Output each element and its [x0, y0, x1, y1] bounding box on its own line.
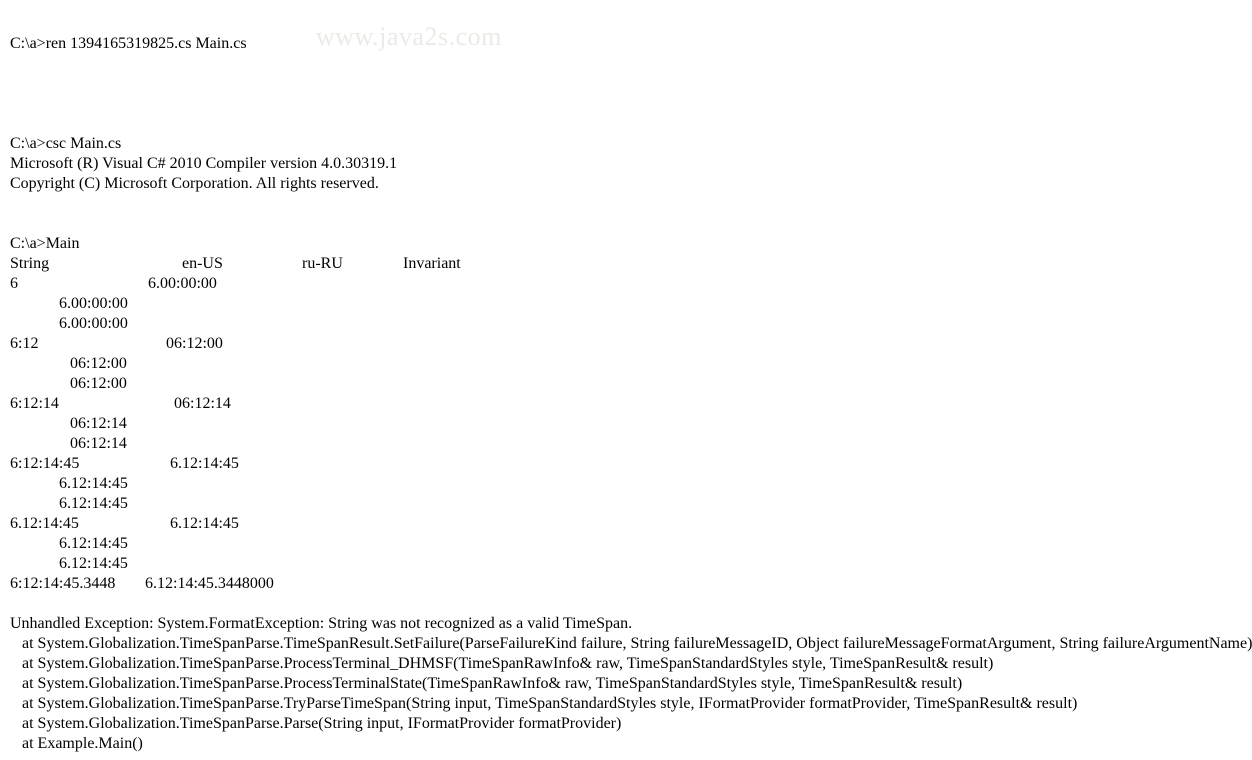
- row-invariant-value: 6.12:14:45: [59, 495, 128, 512]
- row-en-us-value: 6.12:14:45: [170, 515, 239, 532]
- header-en-us: en-US: [182, 255, 223, 272]
- exception-message: Unhandled Exception: System.FormatException: String was not recognized as a valid TimeSpan.: [10, 615, 633, 632]
- row-ru-ru-value: 6.00:00:00: [59, 295, 128, 312]
- row-ru-ru-value: 6.12:14:45: [59, 535, 128, 552]
- header-invariant: Invariant: [403, 255, 461, 272]
- stack-trace-line: at System.Globalization.TimeSpanParse.Parse(String input, IFormatProvider formatProvider): [10, 715, 622, 732]
- cmd-compile-line: C:\a>csc Main.cs: [10, 135, 122, 152]
- cmd-rename-line: C:\a>ren 1394165319825.cs Main.cs: [10, 35, 247, 52]
- row-invariant-value: 6.12:14:45: [59, 555, 128, 572]
- row-en-us-value: 06:12:14: [174, 395, 231, 412]
- header-ru-ru: ru-RU: [302, 255, 343, 272]
- stack-trace-line: at System.Globalization.TimeSpanParse.TryParseTimeSpan(String input, TimeSpanStandardStyles style, IFormatProvider formatProvider, TimeSpanResult& result): [10, 695, 1078, 712]
- stack-trace-line: at System.Globalization.TimeSpanParse.TimeSpanResult.SetFailure(ParseFailureKind failure, String failureMessageID, Object failureMessageFormatArgument, String failureArgumentName): [10, 635, 1252, 652]
- stack-trace-line: at Example.Main(): [10, 735, 143, 752]
- row-input: 6:12:14:45: [10, 455, 80, 472]
- row-ru-ru-value: 06:12:14: [70, 415, 127, 432]
- row-input: 6:12:14:45.3448: [10, 575, 116, 592]
- row-en-us-value: 6.12:14:45.3448000: [145, 575, 274, 592]
- stack-trace-line: at System.Globalization.TimeSpanParse.ProcessTerminalState(TimeSpanRawInfo& raw, TimeSpanStandardStyles style, TimeSpanResult& result): [10, 675, 963, 692]
- row-input: 6.12:14:45: [10, 515, 79, 532]
- header-string: String: [10, 255, 50, 272]
- cmd-run-line: C:\a>Main: [10, 235, 80, 252]
- row-input: 6:12:14: [10, 395, 59, 412]
- row-invariant-value: 6.00:00:00: [59, 315, 128, 332]
- row-en-us-value: 6.00:00:00: [148, 275, 217, 292]
- row-input: 6: [10, 275, 18, 292]
- row-en-us-value: 06:12:00: [166, 335, 223, 352]
- copyright-line: Copyright (C) Microsoft Corporation. All rights reserved.: [10, 175, 379, 192]
- row-invariant-value: 06:12:14: [70, 435, 127, 452]
- row-input: 6:12: [10, 335, 39, 352]
- compiler-version-line: Microsoft (R) Visual C# 2010 Compiler version 4.0.30319.1: [10, 155, 398, 172]
- stack-trace-line: at System.Globalization.TimeSpanParse.ProcessTerminal_DHMSF(TimeSpanRawInfo& raw, TimeSpanStandardStyles style, TimeSpanResult& result): [10, 655, 994, 672]
- row-invariant-value: 06:12:00: [70, 375, 127, 392]
- watermark: www.java2s.com: [316, 22, 502, 51]
- row-ru-ru-value: 06:12:00: [70, 355, 127, 372]
- row-en-us-value: 6.12:14:45: [170, 455, 239, 472]
- row-ru-ru-value: 6.12:14:45: [59, 475, 128, 492]
